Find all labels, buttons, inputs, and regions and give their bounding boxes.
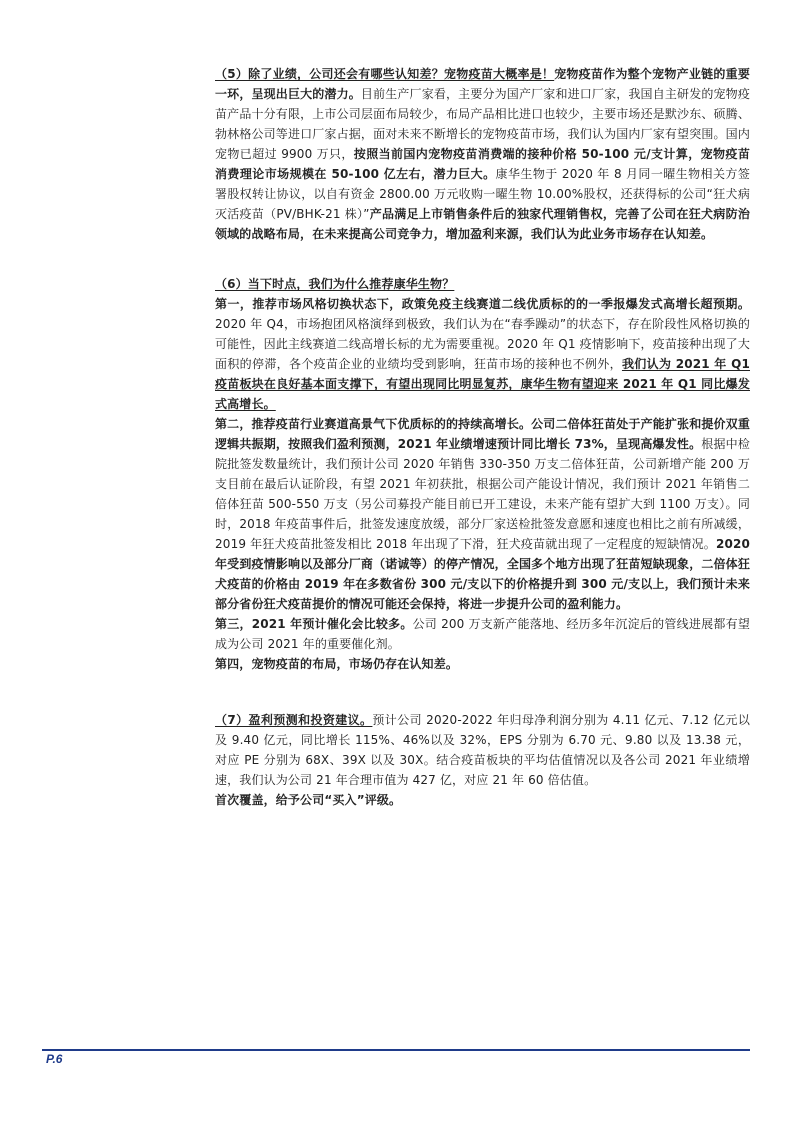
reason-3-text: 公司 200 万支新产能落地、经历多年沉淀后的管线进展都有望成为公司 2021 年的重要催化剂。	[215, 617, 750, 651]
section-5-title: （5）除了业绩，公司还会有哪些认知差？宠物疫苗大概率是！	[215, 67, 555, 81]
reason-3-heading: 第三，2021 年预计催化会比较多。	[215, 617, 413, 631]
report-body	[215, 64, 750, 810]
forecast-paragraph	[215, 710, 750, 790]
reason-2-heading: 第二，推荐疫苗行业赛道高景气下优质标的的持续高增长。公司二倍体狂苗处于产能扩张和提价双重逻辑共振期，按照我们盈利预测，2021 年业绩增速预计同比增长 73%，呈现高爆发性。	[215, 417, 750, 451]
reason-3-paragraph	[215, 614, 750, 654]
reason-1-heading: 第一，推荐市场风格切换状态下，政策免疫主线赛道二线优质标的的一季报爆发式高增长超预期。	[215, 297, 750, 311]
rating-text: 首次覆盖，给予公司“买入”评级。	[215, 793, 402, 807]
rating-line	[215, 790, 750, 810]
reason-4-heading: 第四，宠物疫苗的布局，市场仍存在认知差。	[215, 657, 459, 671]
section-6-title-line	[215, 274, 750, 294]
section-7-title: （7）盈利预测和投资建议。	[215, 713, 373, 727]
pet-vaccine-text-2: 康华生物于 2020 年 8 月同一曜生物相关方签署股权转让协议，以自有资金 2800.00 万元收购一曜生物 10.00%股权，还获得标的公司“狂犬病灭活疫苗（PV/BHK-21 株）”	[215, 167, 750, 221]
section-6-title: （6）当下时点，我们为什么推荐康华生物？	[215, 277, 455, 291]
reason-2-paragraph	[215, 414, 750, 614]
reason-2-conclusion: 2020 年受到疫情影响以及部分厂商（诺诚等）的停产情况，全国多个地方出现了狂苗短缺现象，二倍体狂犬疫苗的价格由 2019 年在多数省份 300 元/支以下的价格提升到 300 元/支以上，我们预计未来部分省份狂犬疫苗提价的情况可能还会保持，将进一步提升公司的盈利能力。	[215, 537, 750, 611]
section-why-recommend	[215, 274, 750, 674]
reason-1-paragraph	[215, 294, 750, 414]
forecast-text: 预计公司 2020-2022 年归母净利润分别为 4.11 亿元、7.12 亿元以及 9.40 亿元，同比增长 115%、46%以及 32%，EPS 分别为 6.70 元、9.80 以及 13.38 元，对应 PE 分别为 68X、39X 以及 30X。结合疫苗板块的平均估值情况以及各公司 2021 年业绩增速，我们认为公司 21 年合理市值为 427 亿，对应 21 年 60 倍估值。	[215, 713, 750, 787]
section-forecast	[215, 710, 750, 810]
reason-1-text: 2020 年 Q4，市场抱团风格演绎到极致，我们认为在“春季躁动”的状态下，存在阶段性风格切换的可能性，因此主线赛道二线高增长标的尤为需要重视。2020 年 Q1 疫情影响下，疫苗接种出现了大面积的停滞，各个疫苗企业的业绩均受到影响，狂苗市场的接种也不例外，	[215, 317, 750, 371]
footer-divider	[42, 1049, 750, 1051]
pet-vaccine-paragraph	[215, 64, 750, 244]
pet-vaccine-market-size: 按照当前国内宠物疫苗消费端的接种价格 50-100 元/支计算，宠物疫苗消费理论市场规模在 50-100 亿左右，潜力巨大。	[215, 147, 750, 181]
pet-vaccine-highlight: 宠物疫苗作为整个宠物产业链的重要一环，呈现出巨大的潜力。	[215, 67, 750, 101]
pet-vaccine-conclusion: 产品满足上市销售条件后的独家代理销售权，完善了公司在狂犬病防治领域的战略布局，在未来提高公司竞争力，增加盈利来源，我们认为此业务市场存在认知差。	[215, 207, 750, 241]
reason-1-conclusion: 我们认为 2021 年 Q1 疫苗板块在良好基本面支撑下，有望出现同比明显复苏，康华生物有望迎来 2021 年 Q1 同比爆发式高增长。	[215, 357, 750, 411]
page-number: P.6	[46, 1052, 63, 1066]
reason-2-text: 根据中检院批签发数量统计，我们预计公司 2020 年销售 330-350 万支二倍体狂苗，公司新增产能 200 万支目前在最后认证阶段，有望 2021 年初获批，根据公司产能设计情况，我们预计 2021 年销售二倍体狂苗 500-550 万支（另公司募投产能目前已开工建设，未来产能有望扩大到 1100 万支）。同时，2018 年疫苗事件后，批签发速度放缓，部分厂家送检批签发意愿和速度也相比之前有所减缓，2019 年狂犬疫苗批签发相比 2018 年出现了下滑，狂犬疫苗就出现了一定程度的短缺情况。	[215, 437, 750, 551]
pet-vaccine-text-1: 目前生产厂家看，主要分为国产厂家和进口厂家，我国自主研发的宠物疫苗产品十分有限，上市公司层面布局较少，布局产品相比进口也较少，主要市场还是默沙东、硕腾、勃林格公司等进口厂家占据，面对未来不断增长的宠物疫苗市场，我们认为国内厂家有望突围。国内宠物已超过 9900 万只，	[215, 87, 750, 161]
section-pet-vaccine	[215, 64, 750, 244]
reason-4-paragraph	[215, 654, 750, 674]
